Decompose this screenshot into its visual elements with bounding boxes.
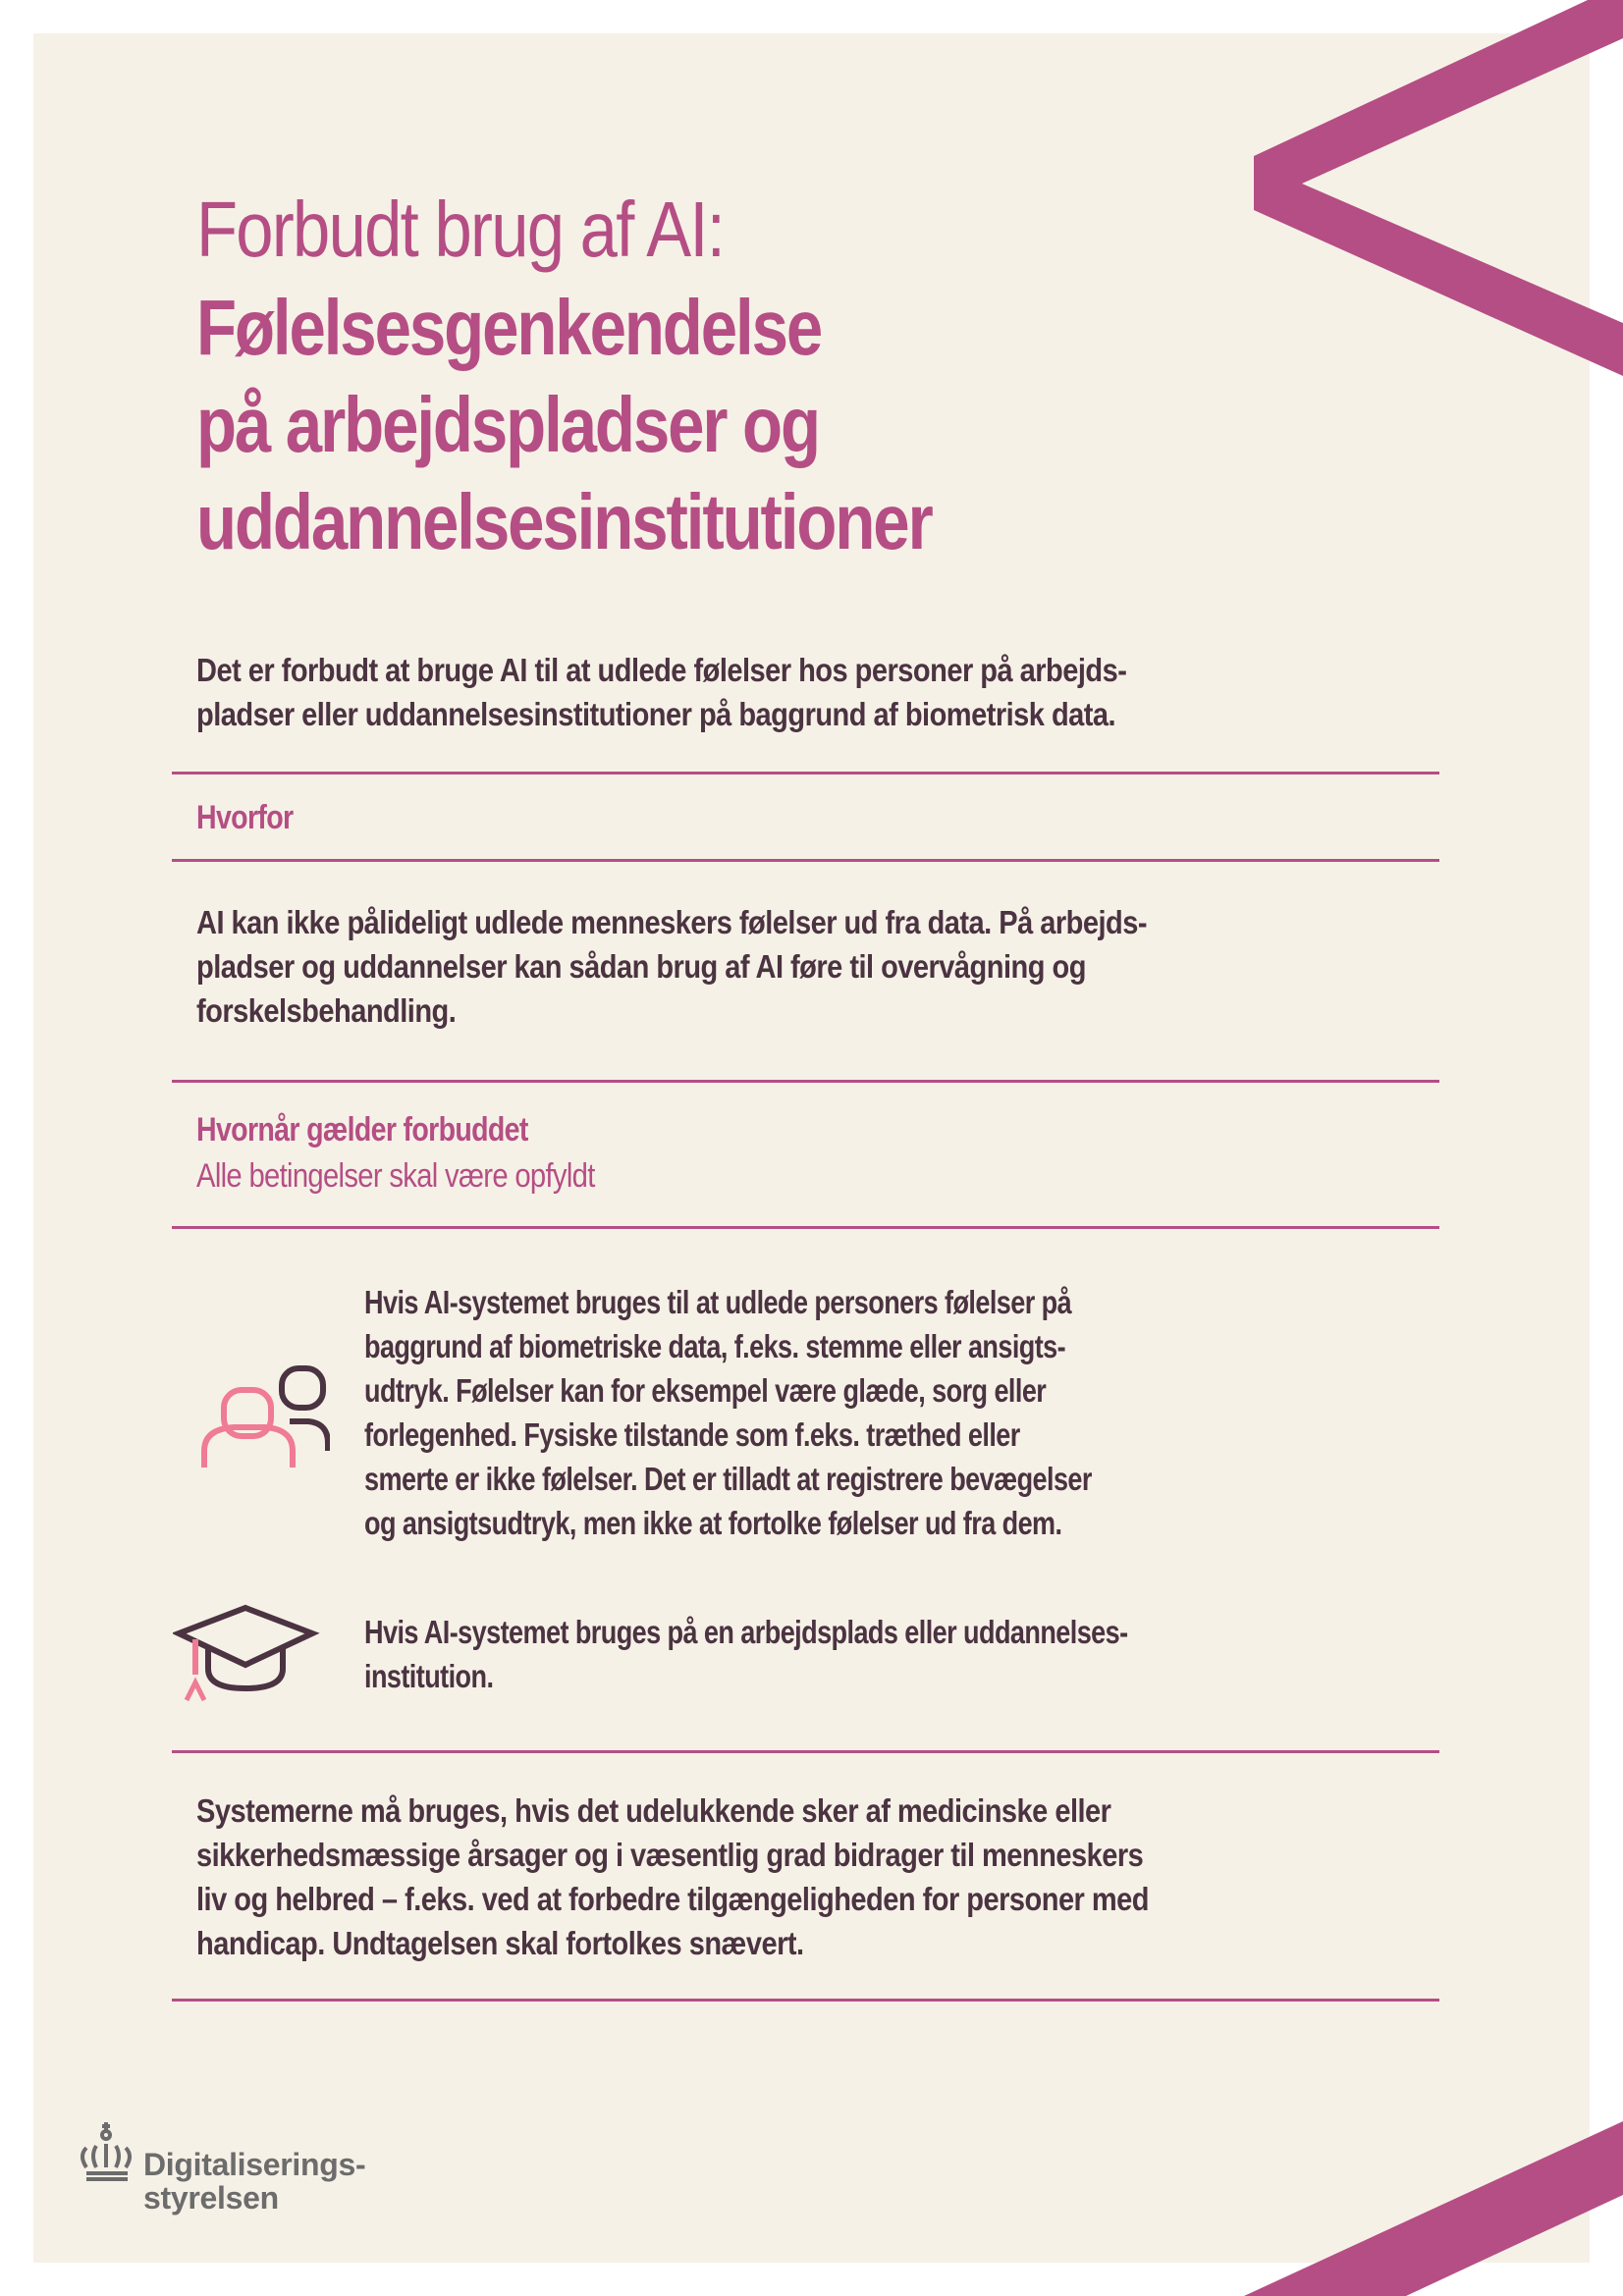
agency-logo <box>77 2120 410 2228</box>
condition-text-biometric: Hvis AI-systemet bruges til at udlede personers følelser på baggrund af biometriske data, f.eks. stemme eller ansigts- udtryk. Følelser kan for eksempel være glæde, sorg eller forlegenhed. Fysiske tilstande som f.eks. træthed eller smerte er ikke følelser. Det er tilladt at registrere bevægelser og ansigtsudtryk, men ikke at fortolke følelser ud fra dem. <box>364 1284 1092 1541</box>
divider <box>172 772 1439 774</box>
divider <box>172 1226 1439 1229</box>
title-prefix: Forbudt brug af AI: <box>196 186 725 273</box>
intro-paragraph: Det er forbudt at bruge AI til at udlede følelser hos personer på arbejds- pladser eller uddannelsesinstitutioner på baggrund af biometrisk data. <box>196 652 1127 732</box>
why-paragraph: AI kan ikke pålideligt udlede menneskers følelser ud fra data. På arbejds- pladser og uddannelser kan sådan brug af AI føre til overvågning og forskelsbehandling. <box>196 904 1147 1029</box>
crown-icon <box>77 2120 137 2189</box>
title-line: på arbejdspladser og <box>196 381 819 468</box>
section-subheading-when: Alle betingelser skal være opfyldt <box>196 1157 595 1195</box>
divider <box>172 1999 1439 2002</box>
divider <box>172 859 1439 862</box>
page-title <box>196 279 1071 570</box>
divider <box>172 1080 1439 1083</box>
section-heading-why: Hvorfor <box>196 799 294 836</box>
exception-paragraph: Systemerne må bruges, hvis det udelukkende sker af medicinske eller sikkerhedsmæssige årsager og i væsentlig grad bidrager til menneskers liv og helbred – f.eks. ved at forbedre tilgængeligheden for personer med handicap. Undtagelsen skal fortolkes snævert. <box>196 1792 1150 1961</box>
condition-text-workplace: Hvis AI-systemet bruges på en arbejdsplads eller uddannelses- institution. <box>364 1614 1128 1694</box>
section-heading-when: Hvornår gælder forbuddet <box>196 1111 528 1148</box>
title-line: uddannelsesinstitutioner <box>196 478 932 565</box>
agency-name: Digitaliserings- styrelsen <box>143 2147 366 2216</box>
title-line: Følelsesgenkendelse <box>196 284 822 371</box>
people-icon <box>183 1345 330 1468</box>
graduation-cap-icon <box>173 1604 320 1707</box>
divider <box>172 1750 1439 1753</box>
